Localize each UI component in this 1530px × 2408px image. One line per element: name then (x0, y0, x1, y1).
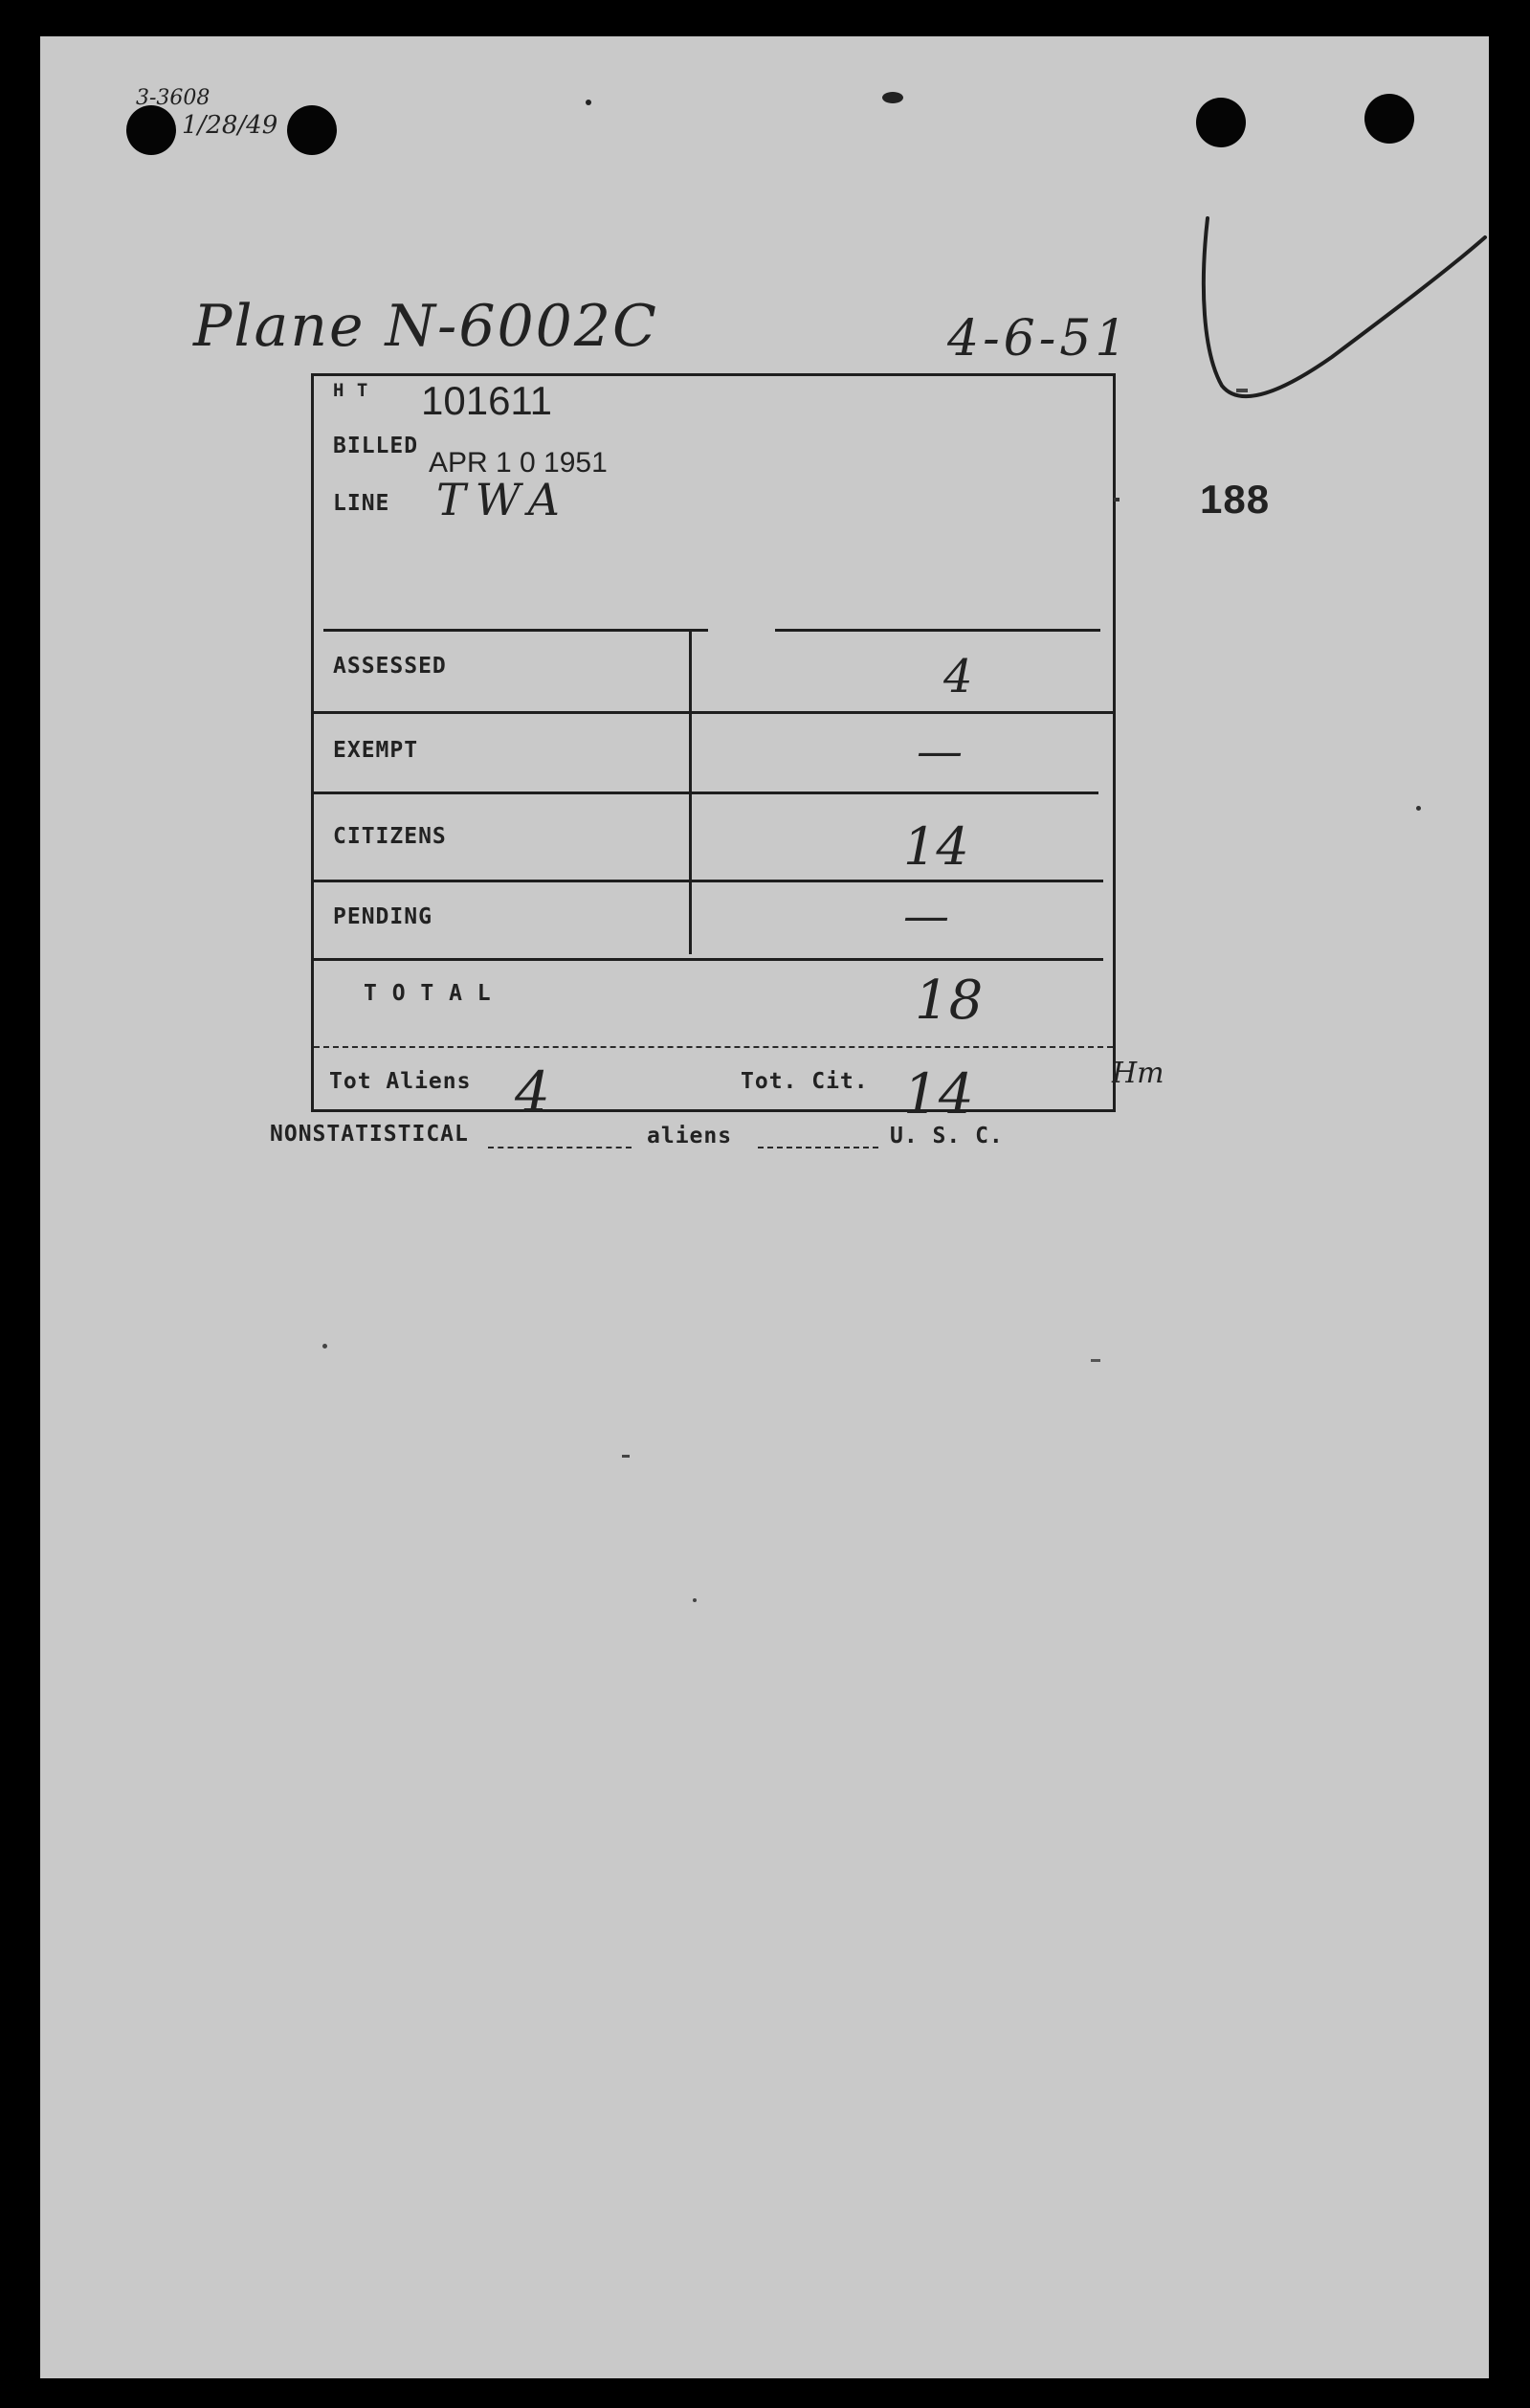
nonstat-usc-label: U. S. C. (890, 1124, 1004, 1148)
ht-label: H T (333, 380, 369, 401)
nonstat-aliens-label: aliens (647, 1124, 733, 1148)
initials: Hm (1112, 1057, 1164, 1090)
tot-aliens-label: Tot Aliens (329, 1069, 472, 1094)
line-value: TWA (436, 474, 569, 525)
page-number: 188 (1200, 477, 1271, 522)
punch-hole (126, 105, 176, 155)
citizens-label: CITIZENS (333, 824, 447, 849)
nonstat-label: NONSTATISTICAL (270, 1122, 469, 1147)
manifest-form (311, 373, 1116, 1126)
assessed-value: 4 (943, 650, 973, 703)
plane-line: Plane N-6002C (193, 293, 658, 360)
check-mark-icon (1150, 180, 1489, 419)
billed-label: BILLED (333, 434, 419, 458)
punch-hole (1364, 94, 1414, 144)
billed-stamp: APR 1 0 1951 (429, 447, 608, 479)
exempt-label: EXEMPT (333, 738, 419, 763)
pending-label: PENDING (333, 904, 432, 929)
tot-cit-value: 14 (903, 1061, 974, 1126)
exempt-value: — (917, 725, 963, 778)
document-page (40, 36, 1489, 2378)
ht-value: 101611 (421, 378, 553, 423)
tot-cit-label: Tot. Cit. (741, 1069, 869, 1094)
corner-ref-number: 3-3608 (136, 86, 211, 110)
punch-hole (287, 105, 337, 155)
total-value: 18 (915, 970, 984, 1032)
line-label: LINE (333, 491, 390, 516)
aliens-blank (758, 1147, 878, 1148)
nonstat-blank (488, 1147, 632, 1148)
pending-value: — (903, 889, 949, 943)
handwritten-date: 4-6-51 (947, 310, 1131, 368)
tot-aliens-value: 4 (515, 1059, 550, 1125)
total-label: T O T A L (364, 981, 492, 1006)
citizens-value: 14 (903, 816, 969, 877)
corner-ref-date: 1/28/49 (182, 111, 278, 140)
assessed-label: ASSESSED (333, 654, 447, 679)
punch-hole (1196, 98, 1246, 147)
